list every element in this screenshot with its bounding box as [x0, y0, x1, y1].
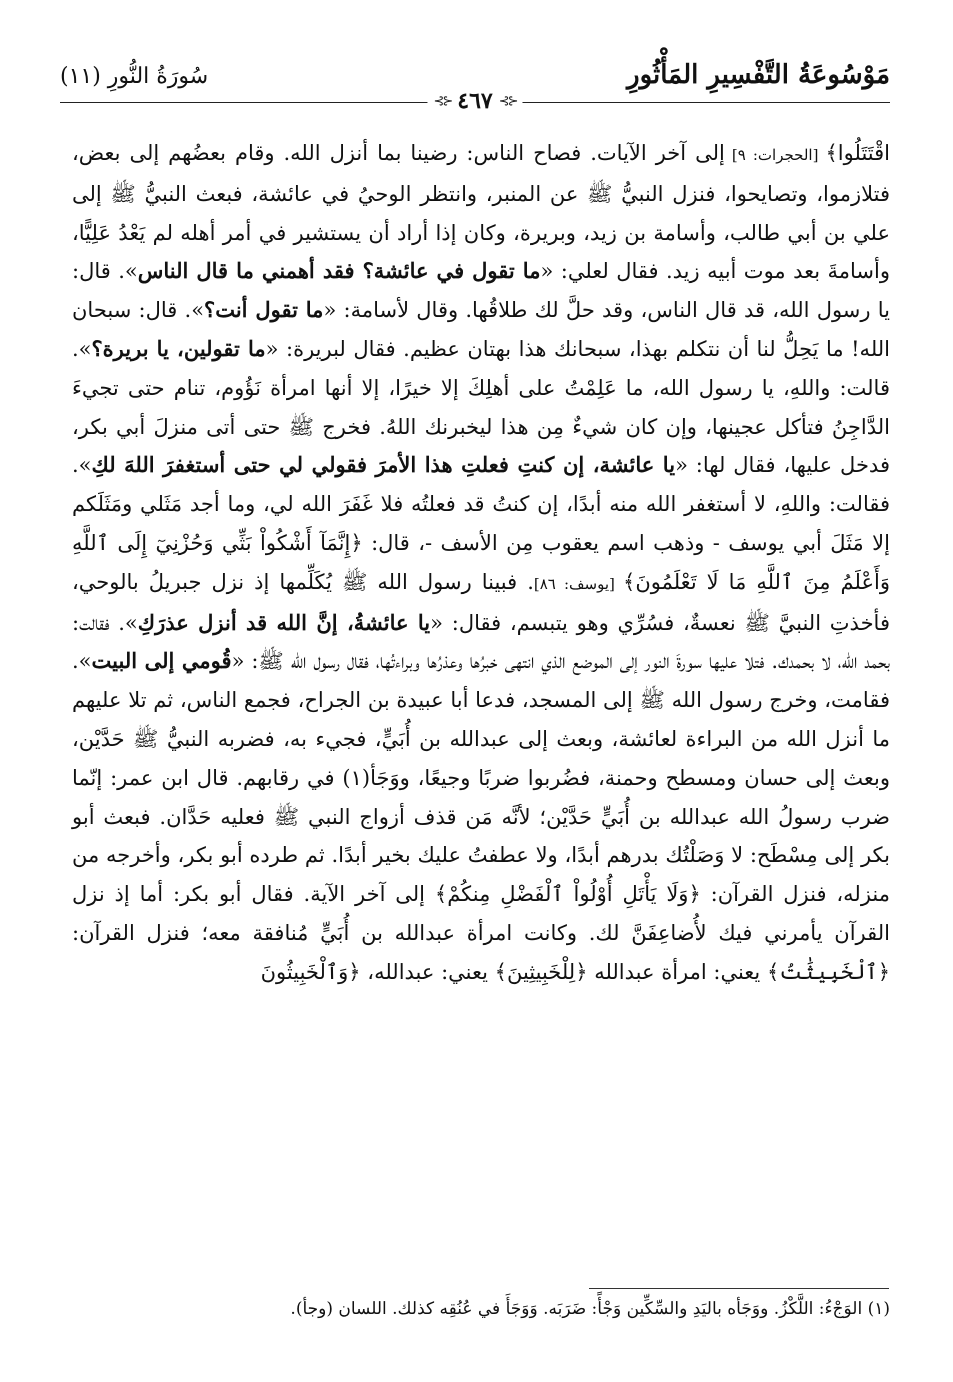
verse-reference: [الحجرات: ٩] [724, 146, 826, 164]
bold-quote: يا عائشةُ، إنَّ الله قد أنزل عذرَكِ [137, 609, 431, 635]
text-segment: يعني: امرأة عبدالله [587, 959, 767, 984]
quran-verse: ﴿ٱلْخَبِيثَٰتُ﴾ [766, 959, 890, 984]
quran-verse: ﴿وَٱلْخَبِيثُونَ [260, 959, 361, 984]
page-number: ٤٦٧ [457, 88, 493, 114]
text-segment: . فبينا رسول الله ﷺ يُكَلِّمها إذ نزل جبريلُ بالوحي، فأخذتِ النبيَّ ﷺ نعسةٌ، فسُرِّي وهو يتبسم، فقال: « [72, 569, 890, 635]
running-title: مَوْسُوعَةُ التَّفْسِيرِ المَأْثُورِ [627, 60, 890, 90]
quran-verse: ﴿إِنَّمَآ أَشْكُواْ بَثِّي وَحُزْنِيٓ إِلَى ٱللَّهِ وَأَعْلَمُ مِنَ ٱللَّهِ مَا لَا تَعْلَمُونَ﴾ [72, 530, 890, 594]
surah-label: سُورَةُ النُّورِ (١١) [60, 64, 209, 89]
text-segment: ». فقامت، وخرج رسول الله ﷺ إلى المسجد، فدعا أبا عبيدة بن الجراح، فجمع الناس، ثم تلا عليهم ما أنزل الله من البراءة لعائشة، وبعث إلى عبدالله بن أُبَيٍّ، فجيء به، فضربه النبيُّ ﷺ حَدَّيْن، وبعث إلى حسان ومسطح وحمنة، فضُربوا ضربًا وجيعًا، ووَجَأ(١) في رقابهم. قال ابن عمر: إنّما ضرب رسولُ الله عبدالله بن أُبَيٍّ حَدَّيْن؛ لأنَّه مَن قذف أزواج النبي ﷺ فعليه حَدَّان. فبعث أبو بكر إلى مِسْطَح: لا وَصَلْتُك بدرهم أبدًا، ولا عطفتُ عليك بخير أبدًا. ثم طرده أبو بكر، وأخرجه من منزله، فنزل القرآن: [72, 649, 890, 907]
body-text [72, 134, 890, 992]
text-segment: إلى آخر الآية. فقال أبو بكر: أما إذ نزل القرآن يأمرني فيك لأُضاعِفَنَّ لك. وكانت امرأة عبدالله بن أُبَيٍّ مُنافقة معه؛ فنزل القرآن: [72, 882, 890, 945]
quran-verse: ﴿لِلْخَبِيثِينَ﴾ [494, 959, 588, 984]
text-segment: إلى آخر الآيات. فصاح الناس: رضينا بما أنزل الله. وقام بعضُهم إلى بعض، فتلازموا، وتصايحوا، فنزل النبيُّ ﷺ عن المنبر، وانتظر الوحيُ في عائشة، فبعث النبيُّ ﷺ إلى علي بن أبي طالب، وأسامة بن زيد، وبريرة، وكان إذا أراد أن يستشير في أمر أهله لم يَعْدُ عَلِيًّا، وأسامةَ بعد موت أبيه زيد. فقال لعلي: « [72, 141, 891, 284]
text-segment: ». قالت: واللهِ، يا رسول الله، ما عَلِمْتُ على أهلِكَ إلا خيرًا، إلا أنها امرأة نَؤُوم، تنام حتى تجيءَ الدَّاجِنُ فتأكل عجينها، وإن كان شيءٌ مِن هذا ليخبرنك اللهُ. فخرج ﷺ حتى أتى منزلَ أبي بكر، فدخل عليها، فقال لها: « [72, 336, 890, 478]
footnote-rule [589, 1288, 889, 1289]
bold-quote: ما تقول في عائشة؟ فقد أهمني ما قال الناس [137, 258, 541, 284]
quran-verse: ﴿وَلَا يَأْتَلِ أُوْلُواْ ٱلْفَضْلِ مِنكُمْ﴾ [434, 882, 701, 907]
text-segment: ». فقالت: بحمد الله، لا بحمدك. فتلا عليها سورةَ النور إلى الموضع الذي انتهى خبرُها وعذرُها وبراءتُها، فقال رسول الله ﷺ: « [72, 610, 890, 674]
quran-verse: اقْتَتَلُوا﴾ [825, 141, 890, 165]
bold-quote: يا عائشة، إن كنتِ فعلتِ هذا الأمرَ فقولي لي حتى أستغفرَ اللهَ لكِ [91, 452, 676, 478]
bold-quote: قُومي إلى البيت [91, 648, 232, 674]
page-header [60, 60, 890, 120]
ornament-left-icon: ⊰⊱ [433, 93, 452, 109]
verse-reference: [يوسف: ٨٦] [533, 574, 624, 593]
ornament-right-icon: ⊰⊱ [498, 93, 517, 109]
text-segment: يعني: عبدالله، [360, 959, 495, 984]
footnote: (١) الوَجْءُ: اللَّكْزُ. ووَجَأه باليَدِ والسِّكِّين وَجْأً: ضَرَبَه. وَوَجَأَ في عُنُقِه كذلك. اللسان (وجأ). [290, 1299, 890, 1319]
page-number-block [427, 88, 522, 114]
bold-quote: ما تقولين، يا بريرة؟ [91, 335, 266, 361]
text-segment: ». قال: سبحان الله! ما يَحِلُّ لنا أن نتكلم بهذا، سبحانك هذا بهتان عظيم. فقال لبريرة: « [72, 298, 891, 361]
text-segment: ». فقالت: واللهِ، لا أستغفر الله منه أبدًا، إن كنتُ قد فعلتُه فلا غَفَرَ الله لي، وما أجد مَثَلي ومَثَلَكم إلا مَثَلَ أبي يوسف - وذهب اسم يعقوب مِن الأسف -، قال: [72, 453, 890, 555]
bold-quote: ما تقول أنت؟ [204, 297, 324, 323]
text-segment: ». قال: يا رسول الله، قد قال الناس، وقد حلَّ لك طلاقُها. وقال لأسامة: « [72, 259, 890, 323]
